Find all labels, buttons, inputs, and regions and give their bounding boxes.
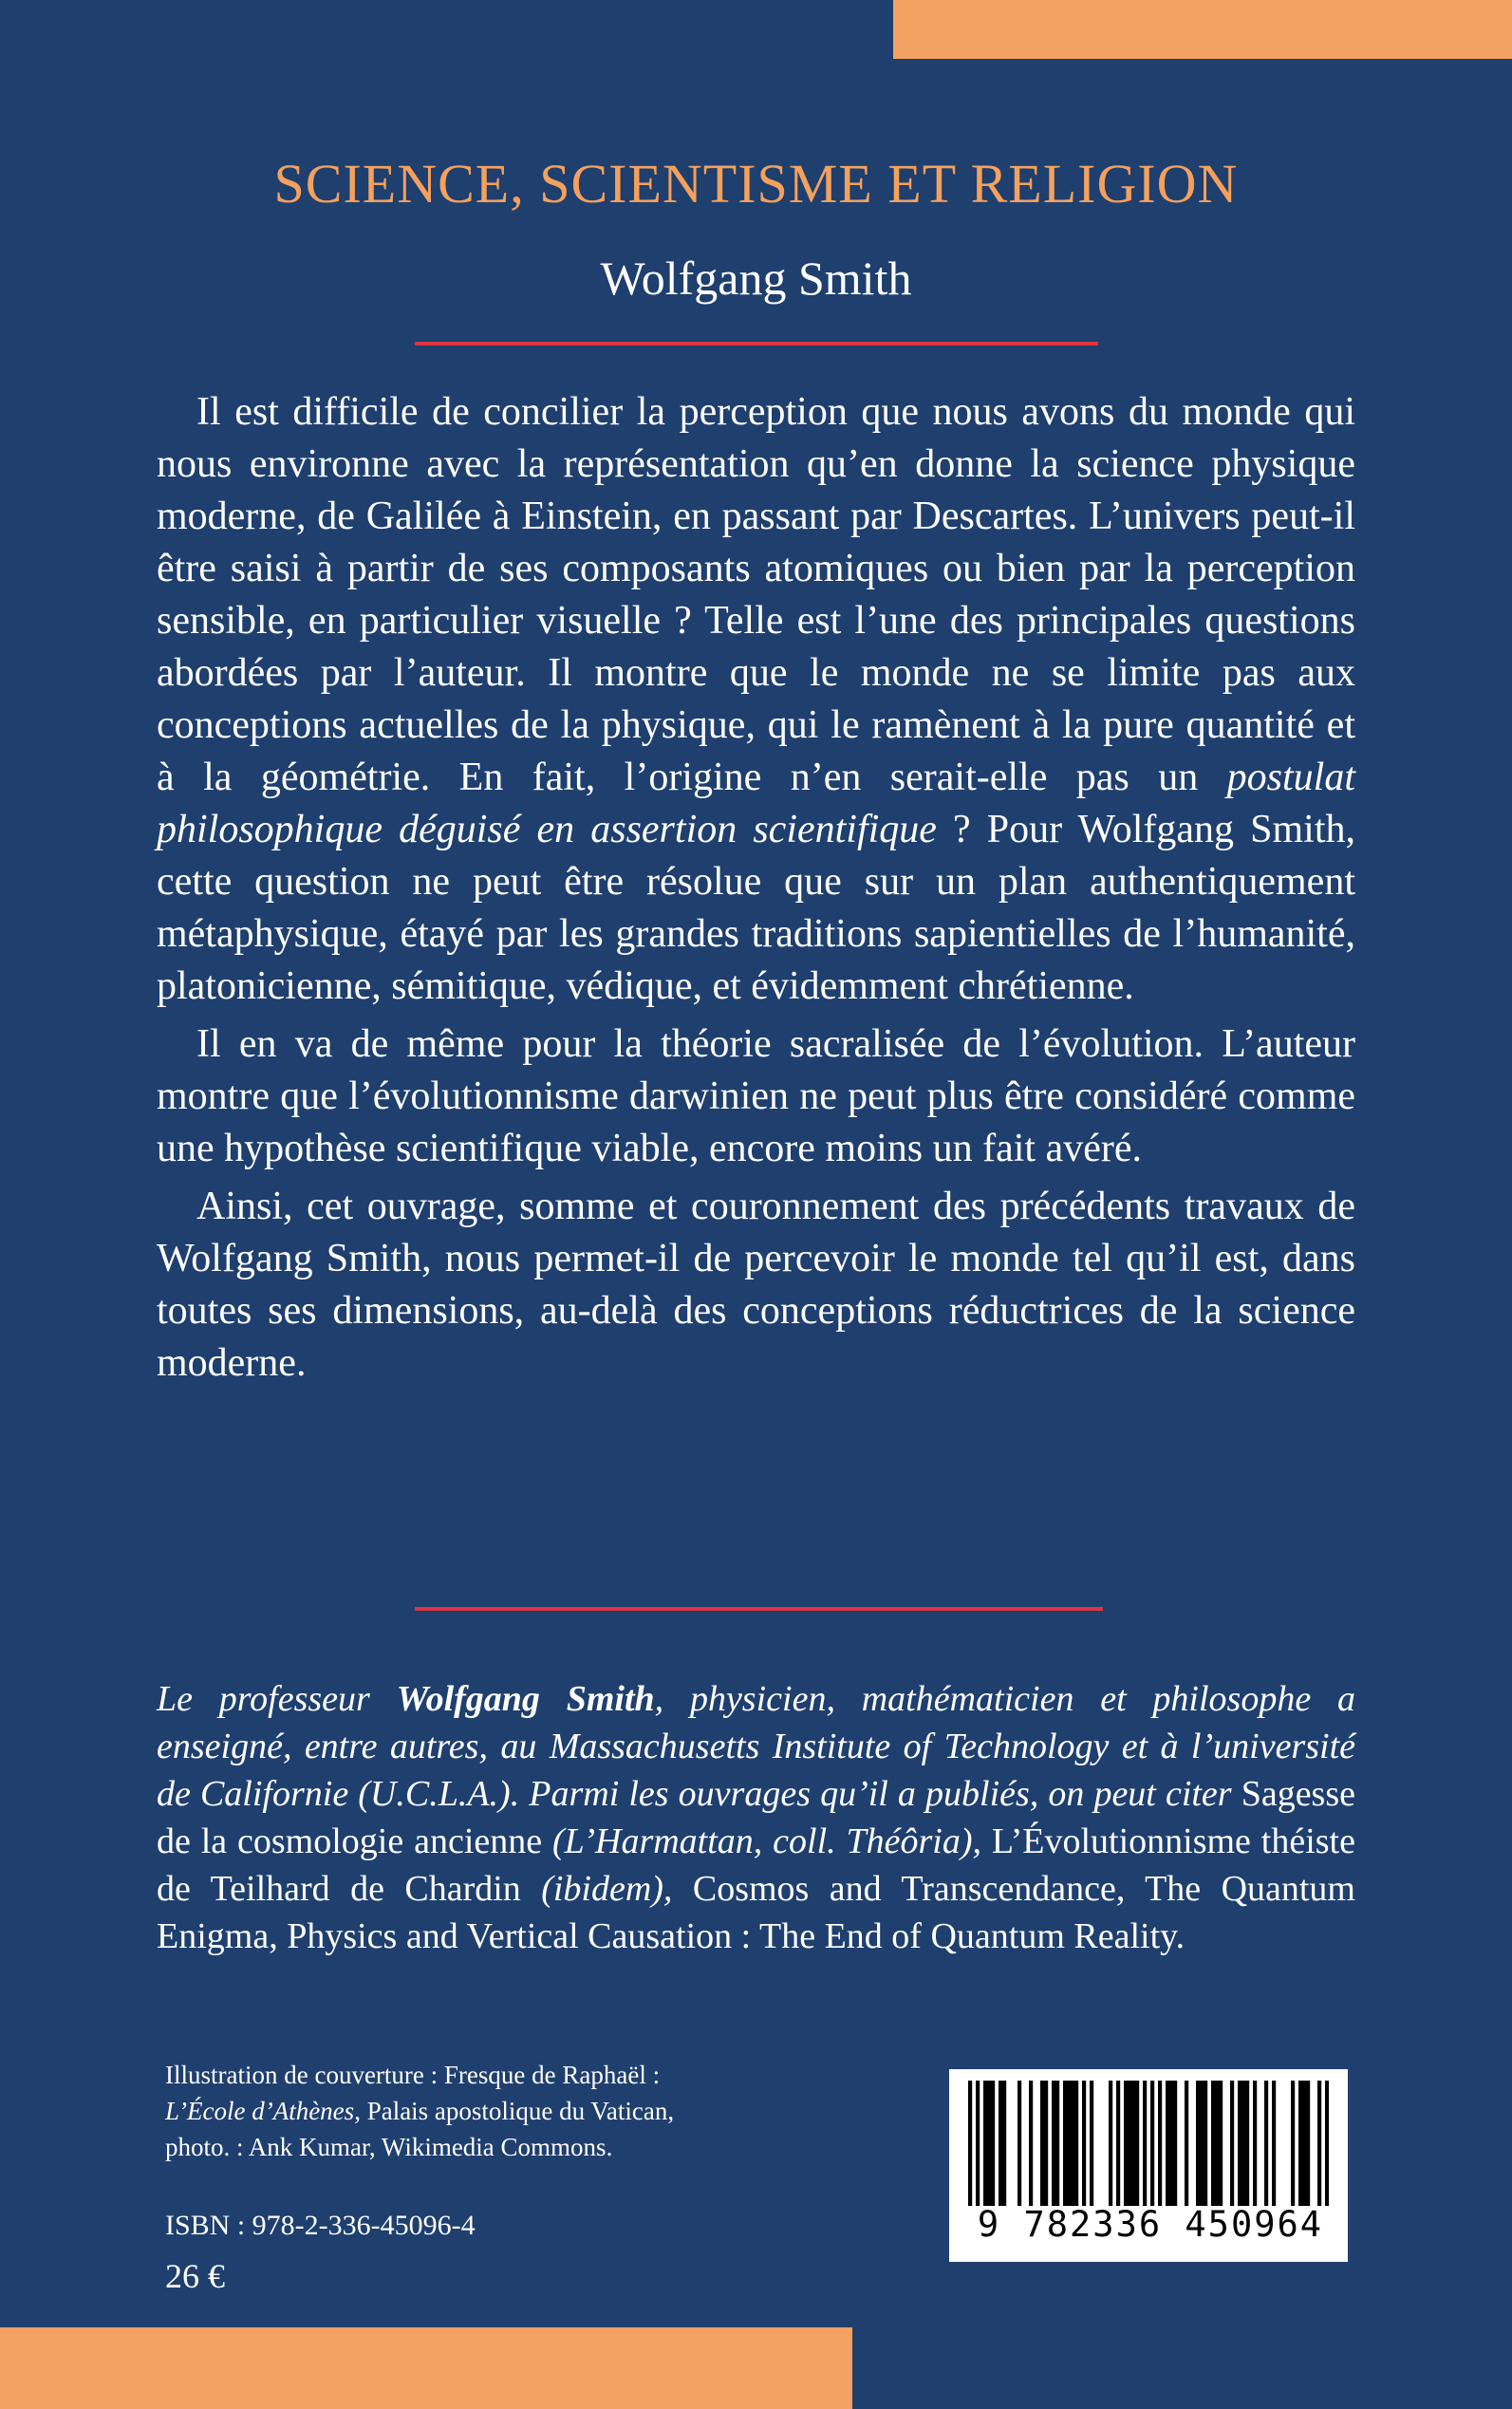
price: 26 € — [165, 2257, 225, 2295]
bio-author-name: Wolfgang Smith — [396, 1679, 655, 1719]
barcode-bar — [1169, 2081, 1173, 2206]
divider-top — [415, 342, 1098, 345]
barcode-bar — [1055, 2081, 1059, 2206]
barcode-bar — [1241, 2081, 1245, 2206]
barcode-bar — [1317, 2081, 1321, 2206]
barcode-digits: 9 782336 450964 — [977, 2204, 1324, 2245]
book-title: SCIENCE, SCIENTISME ET RELIGION — [273, 153, 1239, 215]
barcode-bar — [1219, 2081, 1223, 2206]
barcode-bar — [1074, 2081, 1078, 2206]
barcode-bar — [991, 2081, 995, 2206]
divider-bottom — [415, 1607, 1103, 1611]
barcode-bar — [1166, 2081, 1169, 2206]
barcode-bar — [1067, 2081, 1071, 2206]
barcode-bar — [1173, 2081, 1177, 2206]
bottom-orange-band — [0, 2327, 852, 2409]
barcode-bar — [1200, 2081, 1204, 2206]
barcode-bar — [1185, 2081, 1188, 2206]
barcode-bar — [1029, 2081, 1033, 2206]
barcode-bar — [983, 2081, 987, 2206]
barcode-bar — [1302, 2081, 1306, 2206]
barcode-bar — [1204, 2081, 1207, 2206]
barcode-bar — [1002, 2081, 1006, 2206]
barcode-bar — [1116, 2081, 1120, 2206]
barcode-bar — [976, 2081, 980, 2206]
barcode-bar — [1109, 2081, 1112, 2206]
barcode — [949, 2069, 1348, 2262]
cover-credits: Illustration de couverture : Fresque de Raphaël : L’École d’Athènes, Palais apostolique du Vatican, photo. : Ank Kumar, Wikimedia Commons. — [165, 2061, 675, 2161]
author-bio: Le professeur Wolfgang Smith, physicien, mathématicien et philosophe a enseigné, entre autres, au Massachusetts Institute of Technology et à l’université de Californie (U.C.L.A.). Parmi les ouvrages qu’il a publiés, on peut citer Sagesse de la cosmologie ancienne (L’Harmattan, coll. Théôria), L’Évolutionnisme théiste de Teilhard de Chardin (ibidem), Cosmos and Transcendance, The Quantum Enigma, Physics and Vertical Causation : The End of Quantum Reality. — [157, 1679, 1355, 1956]
barcode-bar — [1211, 2081, 1215, 2206]
barcode-bar — [1150, 2081, 1154, 2206]
barcode-bar — [1253, 2081, 1257, 2206]
barcode-bar — [999, 2081, 1002, 2206]
barcode-bar — [968, 2081, 972, 2206]
barcode-bar — [1017, 2081, 1021, 2206]
barcode-bars — [968, 2081, 1329, 2206]
barcode-bar — [1063, 2081, 1067, 2206]
barcode-bar — [1082, 2081, 1086, 2206]
barcode-bar — [1196, 2081, 1200, 2206]
blurb — [157, 386, 1355, 1390]
barcode-bar — [1044, 2081, 1048, 2206]
barcode-bar — [1124, 2081, 1128, 2206]
barcode-bar — [1291, 2081, 1295, 2206]
barcode-bar — [1230, 2081, 1234, 2206]
bio-book-2: L’Évolutionnisme théiste de Teilhard de Chardin — [157, 1821, 1355, 1909]
barcode-bar — [1090, 2081, 1093, 2206]
barcode-bar — [1131, 2081, 1135, 2206]
book-author: Wolfgang Smith — [600, 252, 912, 305]
barcode-bar — [1052, 2081, 1055, 2206]
barcode-bar — [1071, 2081, 1074, 2206]
barcode-bar — [1158, 2081, 1162, 2206]
barcode-bar — [1245, 2081, 1249, 2206]
bio-book-1: Sagesse de la cosmologie ancienne — [157, 1774, 1355, 1861]
blurb-paragraph-3: Ainsi, cet ouvrage, somme et couronnement des précédents travaux de Wolfgang Smith, nous permet-il de percevoir le monde tel qu’il est, dans toutes ses dimensions, au-delà des conceptions réductrices de la science moderne. — [157, 1185, 1355, 1385]
barcode-bar — [1238, 2081, 1241, 2206]
barcode-bar — [1325, 2081, 1329, 2206]
barcode-bar — [1272, 2081, 1276, 2206]
barcode-bar — [1298, 2081, 1302, 2206]
barcode-bar — [1306, 2081, 1310, 2206]
barcode-bar — [1143, 2081, 1147, 2206]
isbn: ISBN : 978-2-336-45096-4 — [165, 2210, 476, 2241]
barcode-bar — [1040, 2081, 1044, 2206]
top-orange-band — [893, 0, 1512, 59]
barcode-bar — [1128, 2081, 1131, 2206]
barcode-bar — [1215, 2081, 1219, 2206]
bio-book-3: Cosmos and Transcendance, The Quantum Enigma, Physics and Vertical Causation : The End of Quantum Reality. — [157, 1869, 1355, 1956]
barcode-bar — [987, 2081, 991, 2206]
barcode-bar — [1264, 2081, 1268, 2206]
blurb-paragraph-1: Il est difficile de concilier la perception que nous avons du monde qui nous environne avec la représentation qu’en donne la science physique moderne, de Galilée à Einstein, en passant par Descartes. L’univers peut-il être saisi à partir de ses composants atomiques ou bien par la perception sensible, en particulier visuelle ? Telle est l’une des principales questions abordées par l’auteur. Il montre que le monde ne se limite pas aux conceptions actuelles de la physique, qui le ramènent à la pure quantité et à la géométrie. En fait, l’origine n’en serait-elle pas un postulat philosophique déguisé en assertion scientifique ? Pour Wolfgang Smith, cette question ne peut être résolue que sur un plan authentiquement métaphysique, étayé par les grandes traditions sapientielles de l’humanité, platonicienne, sémitique, védique, et évidemment chrétienne. — [157, 390, 1356, 1008]
blurb-paragraph-2: Il en va de même pour la théorie sacralisée de l’évolution. L’auteur montre que l’évolutionnisme darwinien ne peut plus être considéré comme une hypothèse scientifique viable, encore moins un fait avéré. — [157, 1022, 1355, 1170]
barcode-bar — [1135, 2081, 1139, 2206]
